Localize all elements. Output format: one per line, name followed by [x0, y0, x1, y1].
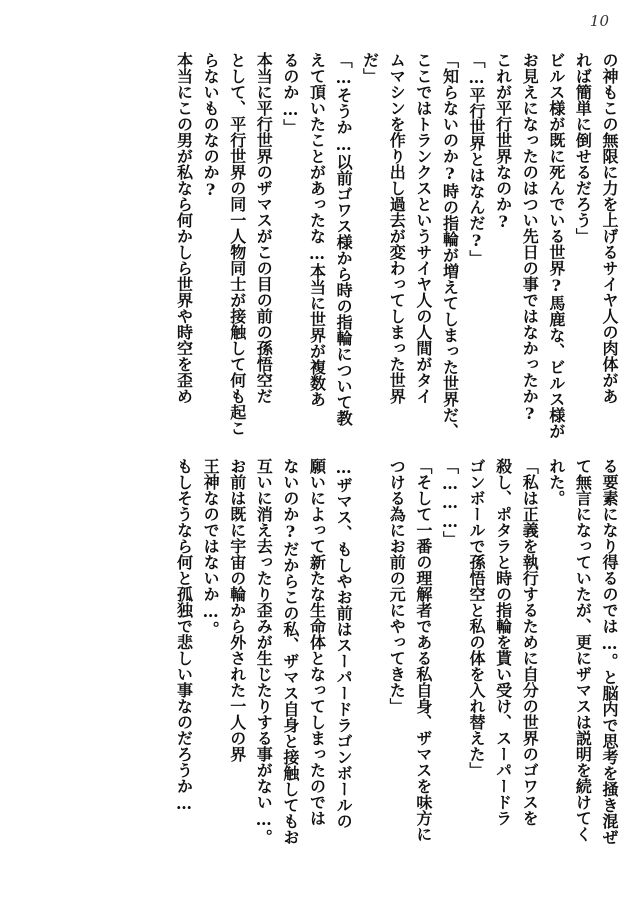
- text-column: 王神なのではないか…。: [201, 458, 221, 637]
- text-column: として、平行世界の同一人物同士が接触して何も起こ: [227, 52, 247, 436]
- text-column: 「私は正義を執行するために自分の世界のゴワスを: [520, 458, 540, 826]
- text-column: ゴンボールで孫悟空と私の体を入れ替えた」: [467, 458, 487, 778]
- text-column: の神もこの無限に力を上げるサイヤ人の肉体があ: [600, 52, 619, 404]
- text-column: 互いに消え去ったり歪みが生じたりする事がない…。: [254, 458, 274, 845]
- text-column: 「…そうか…以前ゴワス様から時の指輪について教: [334, 52, 354, 426]
- text-column: れた。: [546, 458, 566, 506]
- text-column: 「………」: [440, 458, 460, 547]
- text-column: だ」: [360, 52, 380, 84]
- text-column: もしそうなら何と孤独で悲しい事なのだろうか…: [174, 458, 194, 813]
- text-column: らないものなのか?: [201, 52, 221, 199]
- text-column: …ザマス、もしやお前はスーパードラゴンボールの: [334, 458, 354, 829]
- text-column: ムマシンを作り出し過去が変わってしまった世界: [387, 52, 407, 404]
- text-column: て無言になっていたが、更にザマスは説明を続けてく: [573, 458, 593, 842]
- text-column: お前は既に宇宙の輪から外された一人の界: [227, 458, 247, 762]
- text-column: 本当に平行世界のザマスがこの目の前の孫悟空だ: [254, 52, 274, 404]
- text-column: ビルス様が既に死んでいる世界?馬鹿な、ビルス様が: [546, 52, 566, 439]
- text-column: つける為にお前の元にやってきた」: [387, 458, 407, 714]
- text-column: お見えになったのはつい先日の事ではなかったか?: [520, 52, 540, 423]
- text-column: 「知らないのか?時の指輪が増えてしまった世界だ、: [440, 52, 460, 439]
- text-column: 願いによって新たな生命体となってしまったのでは: [307, 458, 327, 826]
- blank-column: [356, 458, 383, 856]
- text-column: ないのか?だからこの私、ザマス自身と接触してもお: [280, 458, 300, 845]
- lower-text-block: [22, 458, 622, 856]
- text-column: 「そして一番の理解者である私自身、ザマスを味方に: [413, 458, 433, 842]
- page-number: 10: [589, 12, 609, 30]
- text-column: る要素になり得るのでは…。と脳内で思考を掻き混ぜ: [600, 458, 619, 845]
- text-column: 「…平行世界とはなんだ?」: [467, 52, 487, 266]
- text-column: 本当にこの男が私なら何かしら世界や時空を歪め: [174, 52, 194, 404]
- text-column: えて頂いたことがあったな…本当に世界が複数あ: [307, 52, 327, 407]
- text-column: これが平行世界なのか?: [493, 52, 513, 231]
- text-column: れば簡単に倒せるだろう」: [573, 52, 593, 244]
- text-column: 殺し、ポタラと時の指輪を貰い受け、スーパードラ: [493, 458, 513, 826]
- text-column: るのか…」: [280, 52, 300, 135]
- upper-text-block: [22, 52, 622, 444]
- text-column: ここではトランクスというサイヤ人の人間がタイ: [413, 52, 433, 404]
